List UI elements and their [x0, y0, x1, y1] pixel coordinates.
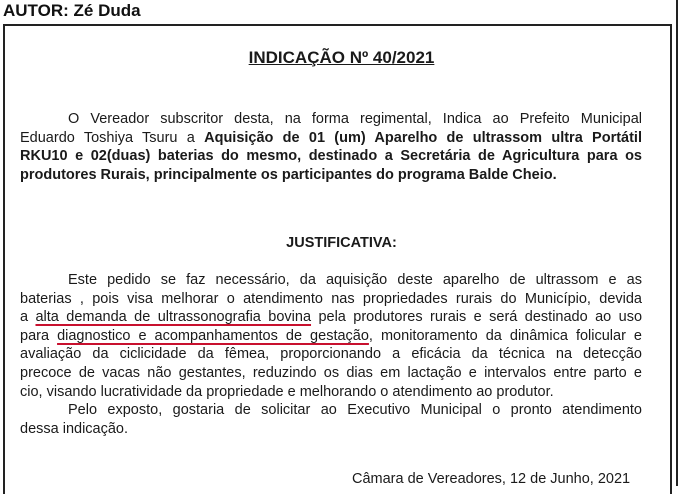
place-date: Câmara de Vereadores, 12 de Junho, 2021 [352, 471, 631, 487]
justification-line [20, 308, 642, 327]
author-label: AUTOR: Zé Duda [3, 1, 141, 20]
justification-heading: JUSTIFICATIVA: [286, 235, 397, 251]
justification-line: Este pedido se faz necessário, da aquisição deste aparelho de ultrassom e as [68, 272, 642, 288]
intro-text: Eduardo Toshiya Tsuru a [20, 129, 205, 146]
justification-line: Pelo exposto, gostaria de solicitar ao Executivo Municipal o pronto atendimento [68, 402, 642, 419]
intro-bold-line: produtores Rurais, principalmente os participantes do programa Balde Cheio. [20, 166, 557, 183]
justification-line: dessa indicação. [20, 420, 129, 437]
justification-line: precoce de vacas não gestantes, reduzindo os dias em lactação e intervalos entre parto e [20, 364, 642, 381]
intro-bold-text: Aquisição de 01 (um) Aparelho de ultrassom ultra Portátil [204, 129, 642, 146]
intro-bold-line: RKU10 e 02(duas) baterias do mesmo, destinado a Secretária de Agricultura para os [20, 148, 642, 165]
justification-line: cio, visando lucratividade da propriedade e melhorando o atendimento ao produtor. [20, 383, 554, 400]
justification-text: para [20, 327, 58, 344]
highlighted-text: diagnostico e acompanhamentos de gestação [57, 327, 369, 344]
justification-line [20, 327, 642, 346]
justification-text: pela produtores rurais e será destinado ao uso [311, 309, 643, 326]
justification-line: avaliação da ciclicidade da fêmea, proporcionando a eficácia da técnica na detecção [20, 346, 642, 363]
intro-line: O Vereador subscritor desta, na forma regimental, Indica ao Prefeito Municipal [68, 111, 642, 127]
justification-text: , monitoramento da dinâmica folicular e [368, 327, 643, 344]
justification-paragraph [20, 271, 642, 438]
justification-text: a [20, 309, 36, 326]
justification-line: baterias , pois visa melhorar o atendimento nas propriedades rurais do Município, devida [20, 290, 642, 307]
intro-line [20, 129, 642, 148]
highlighted-text: alta demanda de ultrassonografia bovina [35, 309, 312, 326]
intro-paragraph [20, 110, 642, 184]
document-title: INDICAÇÃO Nº 40/2021 [248, 48, 435, 67]
